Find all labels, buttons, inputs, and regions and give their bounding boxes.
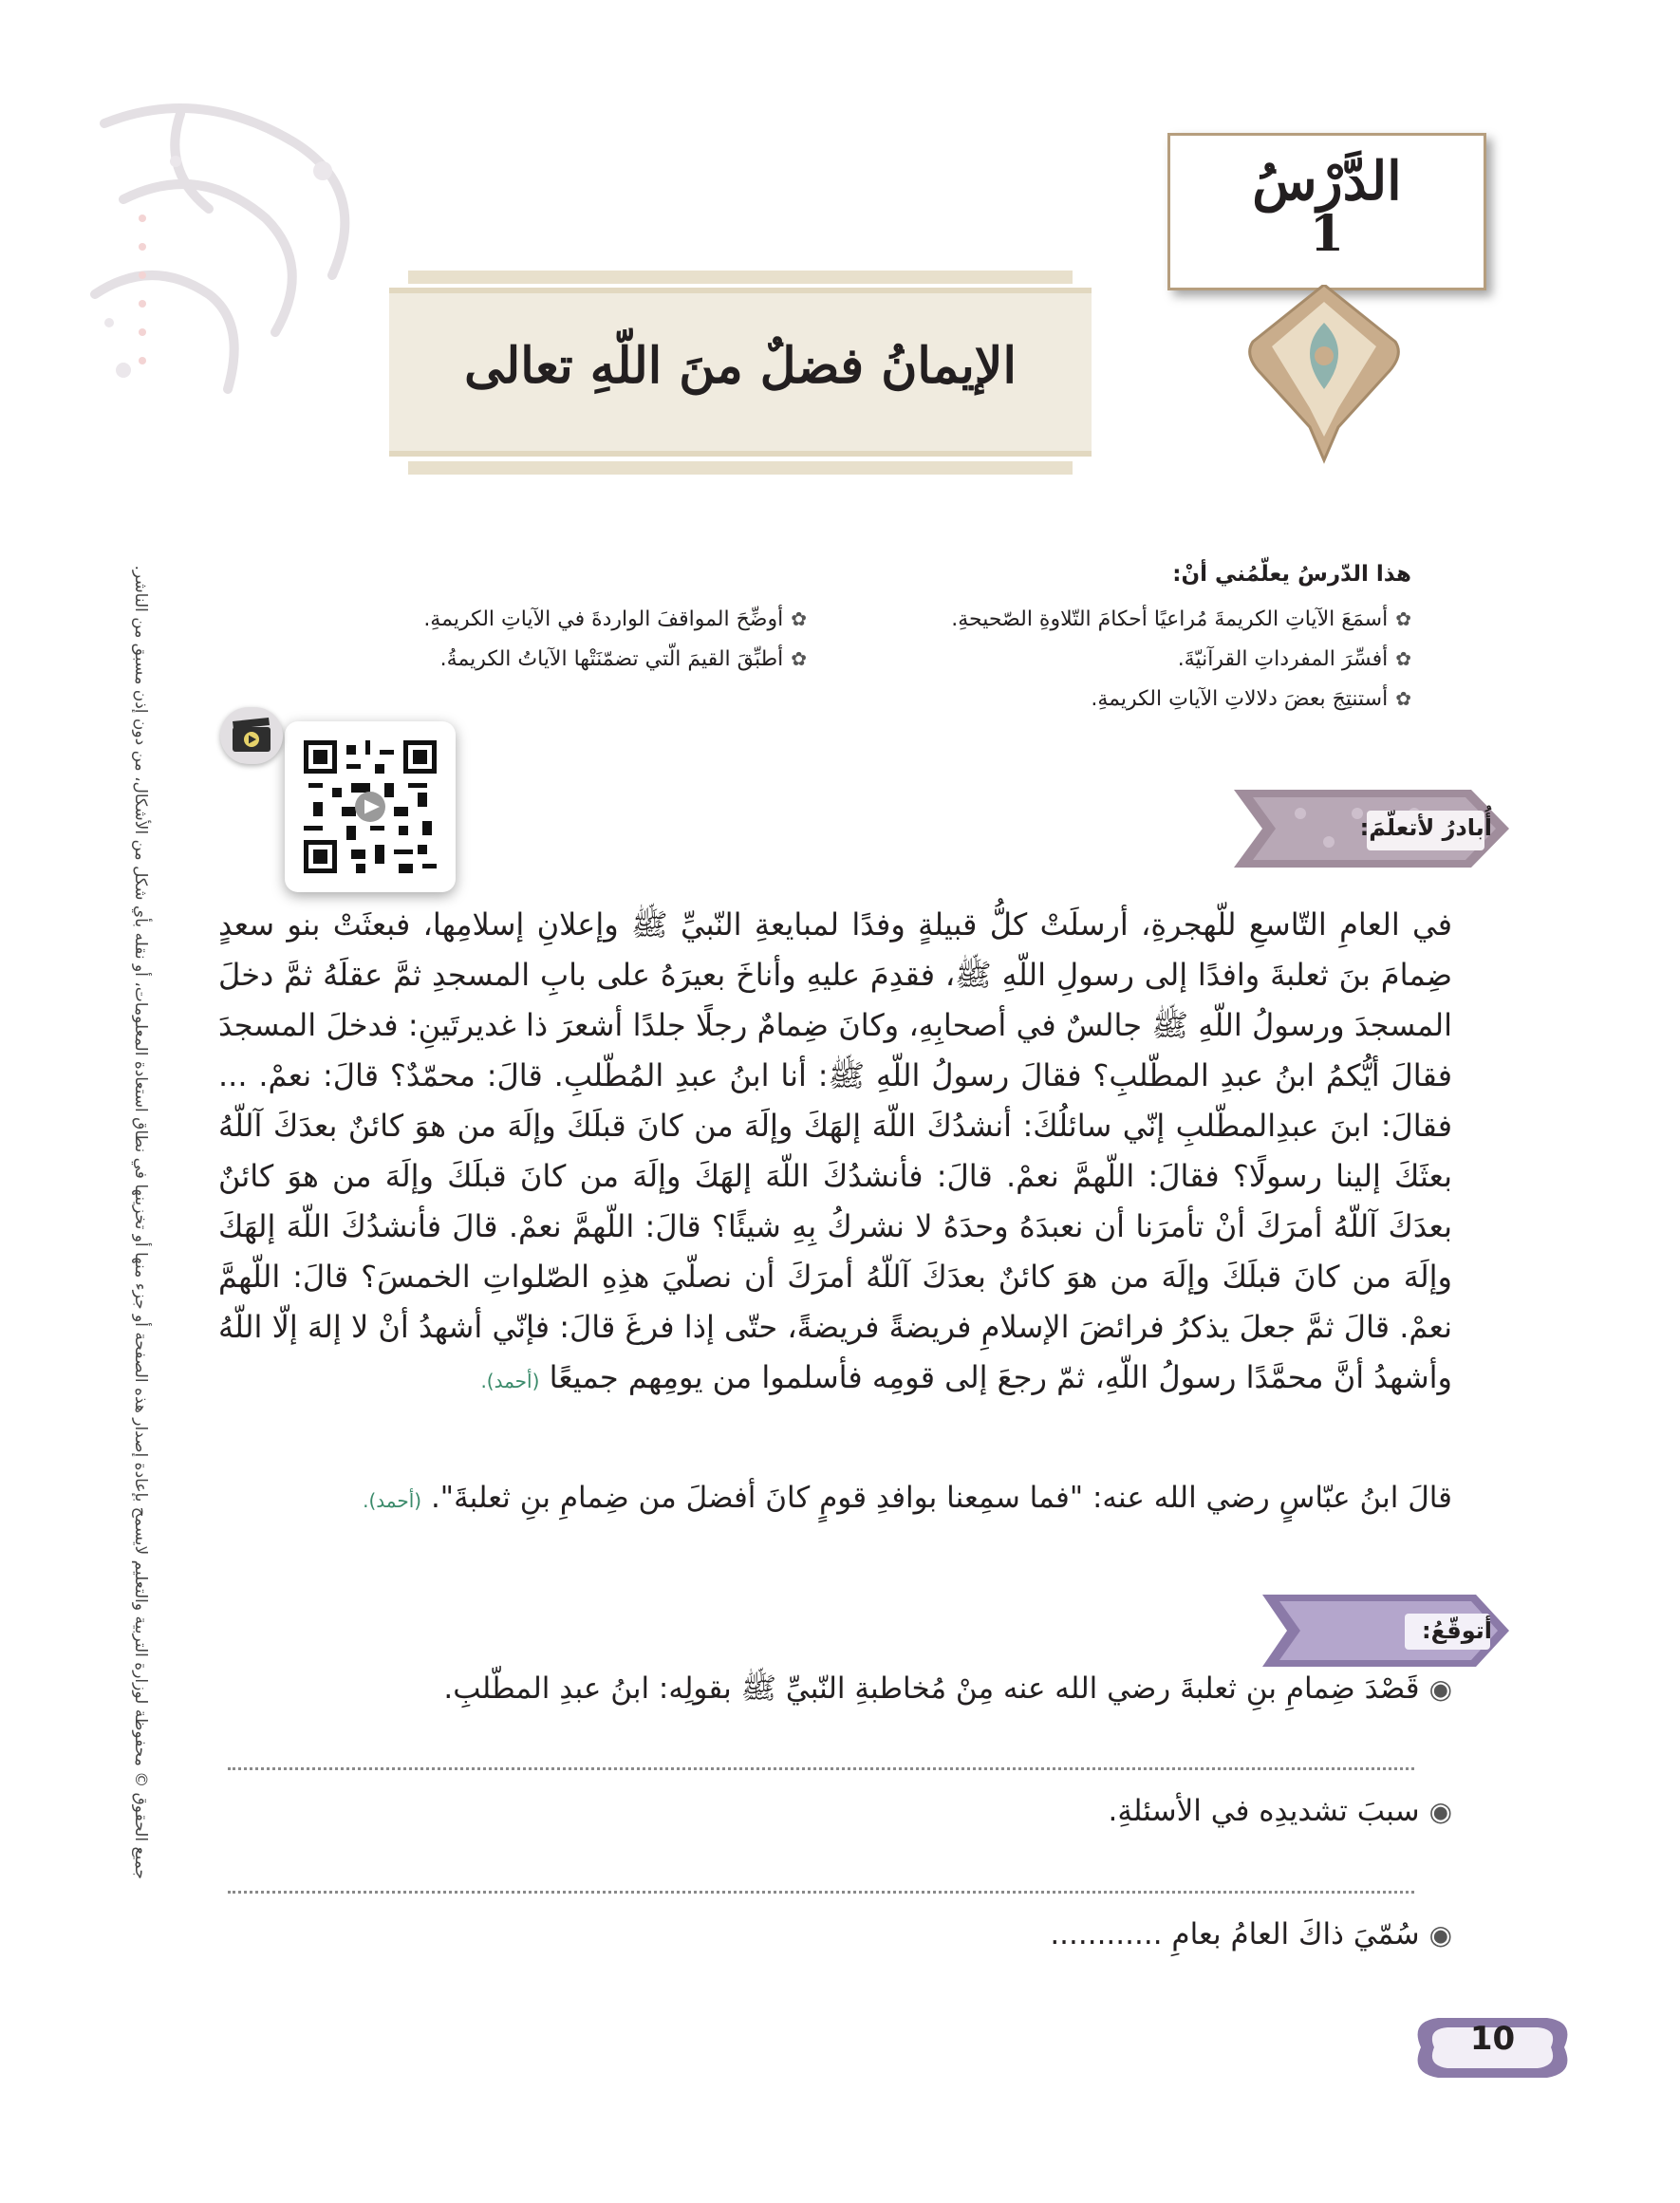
flower-bullet-icon: ✿: [791, 607, 807, 630]
arabesque-pendant-icon: [1234, 285, 1414, 465]
target-bullet-icon: ◉: [1428, 1673, 1452, 1705]
story-paragraph: في العامِ التّاسعِ للّهجرةِ، أرسلَتْ كلُّ قبيلةٍ وفدًا لمبايعةِ النّبيِّ ﷺ وإعلانِ إسلامِها، فبعثَتْ بنو سعدٍ ضِمامَ بنَ ثعلبةَ وافدًا إلى رسولِ اللّهِ ﷺ، فقدِمَ عليهِ وأناخَ بعيرَهُ على بابِ المسجدِ ثمَّ عقلَهُ ثمَّ دخلَ المسجدَ ورسولُ اللّهِ ﷺ جالسٌ في أصحابِهِ، وكانَ ضِمامٌ رجلًا جلدًا أشعرَ ذا غديرتَينِ: فدخلَ المسجدَ فقالَ أيُّكمُ ابنُ عبدِ المطّلبِ؟ فقالَ رسولُ اللّهِ ﷺ: أنا ابنُ عبدِ المُطّلبِ. قالَ: محمّدٌ؟ قالَ: نعمْ. ... فقالَ: ابنَ عبدِالمطّلبِ إنّي سائلُكَ: أنشدُكَ اللّهَ إلهَكَ وإلَهَ من كانَ قبلَكَ وإلَهَ من هوَ كائنٌ بعدَكَ آللّهُ بعثَكَ إلينا رسولًا؟ فقالَ: اللّهمَّ نعمْ. قالَ: فأنشدُكَ اللّهَ إلهَكَ وإلَهَ من كانَ قبلَكَ وإلَهَ من هوَ كائنٌ بعدَكَ آللّهُ أمرَكَ أنْ تأمرَنا أن نعبدَهُ وحدَهُ لا نشركُ بِهِ شيئًا؟ قالَ: اللّهمَّ نعمْ. قالَ فأنشدُكَ اللّهَ إلهَكَ وإلَهَ من كانَ قبلَكَ وإلَهَ من هوَ كائنٌ بعدَكَ آللّهُ أمرَكَ أن نصلّيَ هذِهِ الصّلواتِ الخمسَ؟ قالَ: اللّهمَّ نعمْ. قالَ ثمَّ جعلَ يذكرُ فرائضَ الإسلامِ فريضةً فريضةً، حتّى إذا فرغَ قالَ: فإنّي أشهدُ أنْ لا إلهَ إلّا اللّهُ وأشهدُ أنَّ محمَّدًا رسولُ اللّهِ، ثمّ رجعَ إلى قومِه فأسلموا من يومِهم جميعًا (أحمد).: [218, 906, 1452, 1395]
question-item: ◉سببَ تشديدِه في الأسئلةِ.: [1108, 1794, 1452, 1828]
flower-bullet-icon: ✿: [1395, 687, 1411, 710]
target-bullet-icon: ◉: [1428, 1919, 1452, 1951]
answer-line[interactable]: [228, 1767, 1414, 1770]
flower-bullet-icon: ✿: [1395, 607, 1411, 630]
objective-item: ✿أطبِّقَ القيمَ الّتي تضمّنَتْها الآياتُ الكريمةُ.: [439, 647, 807, 671]
section-label-expect: أتوقّعُ:: [1422, 1617, 1492, 1644]
quote-line: قالَ ابنُ عبّاسٍ رضي الله عنه: "فما سمِعنا بوافدِ قومٍ كانَ أفضلَ من ضِمامِ بنِ ثعلبةَ". (أحمد).: [363, 1481, 1452, 1515]
copyright-note: جميع الحقوق © محفوظة لوزارة التربية والتعليم لايسمح بإعادة إصدار هذه الصفحة أو جزء منها أو تخزينها في نطاق استعادة المعلومات، أو نقله بأي شكل من الأشكال، من دون إذن مسبق من الناشر.: [131, 565, 150, 1879]
citation: (أحمد).: [480, 1370, 540, 1392]
question-item: ◉قَصْدَ ضِمامِ بنِ ثعلبةَ رضي الله عنه مِنْ مُخاطبةِ النّبيِّ ﷺ بقولِه: ابنُ عبدِ المطّلبِ.: [443, 1671, 1452, 1706]
section-label-start: أُبادرُ لأتعلّمَ:: [1359, 814, 1492, 841]
page-number: 10: [1469, 2020, 1516, 2058]
flower-bullet-icon: ✿: [791, 647, 807, 670]
qr-code-icon: [304, 740, 437, 873]
video-clapper-icon[interactable]: [220, 707, 283, 764]
lesson-badge: [1167, 133, 1486, 290]
objective-item: ✿أستنتِجَ بعضَ دلالاتِ الآياتِ الكريمةِ.: [1091, 687, 1411, 711]
lesson-title: الإيمانُ فضلٌ منَ اللّهِ تعالى: [464, 337, 1017, 395]
target-bullet-icon: ◉: [1428, 1796, 1452, 1827]
citation: (أحمد).: [363, 1489, 422, 1512]
answer-line[interactable]: [228, 1891, 1414, 1894]
objective-item: ✿أفسِّرَ المفرداتِ القرآنيّةَ.: [1177, 647, 1411, 671]
corner-ornament: [85, 85, 399, 427]
lesson-word: الدَّرْسُ: [1252, 150, 1402, 213]
objectives-heading: هذا الدّرسُ يعلّمُني أنْ:: [1172, 562, 1411, 587]
question-item: ◉سُمّيَ ذاكَ العامُ بعامِ ............: [1050, 1917, 1452, 1951]
qr-code-card[interactable]: [285, 721, 456, 892]
lesson-number: 1: [1309, 205, 1345, 263]
objective-item: ✿أوضِّحَ المواقفَ الواردةَ في الآياتِ الكريمةِ.: [423, 607, 807, 631]
flower-bullet-icon: ✿: [1395, 647, 1411, 670]
objective-item: ✿أسمَعَ الآياتِ الكريمةَ مُراعيًا أحكامَ التّلاوةِ الصّحيحةِ.: [951, 607, 1411, 631]
